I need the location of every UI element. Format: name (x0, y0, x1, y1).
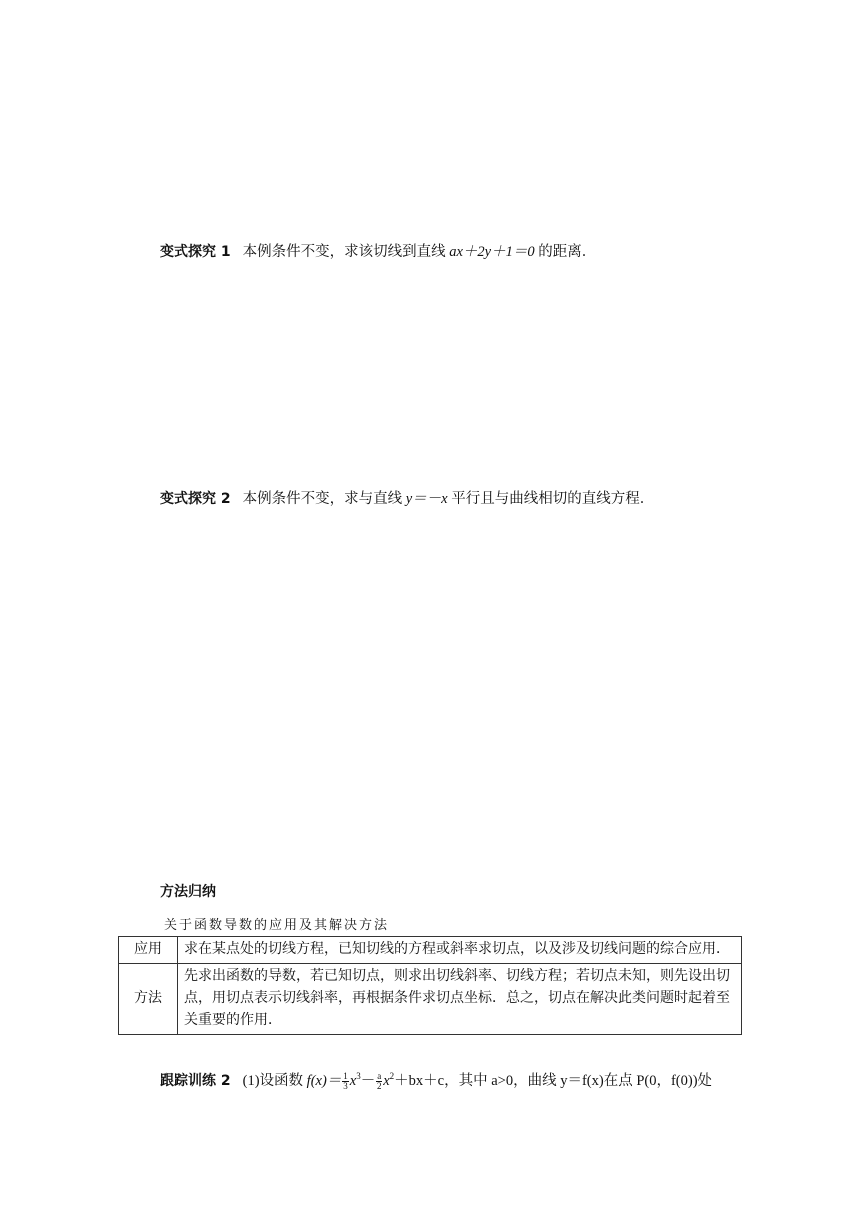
row-content-method: 先求出函数的导数，若已知切点，则求出切线斜率、切线方程；若切点未知，则先设出切点，用切点表示切线斜率，再根据条件求切点坐标．总之，切点在解决此类问题时起着至关重要的作用． (178, 964, 742, 1035)
table-row (119, 964, 742, 1035)
exponent-3: 3 (356, 1071, 361, 1081)
method-table (118, 936, 742, 1035)
variant-text-1b: 的距离． (534, 244, 597, 260)
row-head-method: 方法 (119, 964, 178, 1035)
variant-text-2a: 本例条件不变，求与直线 (242, 491, 406, 507)
fraction-a-half: $\frac{a}{2}$ (376, 1071, 382, 1091)
variant-question-1 (160, 242, 596, 262)
function-name: f(x)＝ (306, 1072, 342, 1089)
variable-x: x (349, 1072, 357, 1089)
variant-label-1: 变式探究 1 (160, 244, 231, 260)
line-equation: ax＋2y＋1＝0 (449, 244, 535, 260)
training-rest: ＋bx＋c，其中 a>0，曲线 y＝f(x)在点 P(0，f(0))处 (394, 1072, 713, 1089)
row-head-application: 应用 (119, 937, 178, 964)
training-label: 跟踪训练 2 (160, 1072, 231, 1089)
row-content-application: 求在某点处的切线方程，已知切线的方程或斜率求切点，以及涉及切线问题的综合应用． (178, 937, 742, 964)
variant-text-1a: 本例条件不变，求该切线到直线 (242, 244, 450, 260)
method-title: 方法归纳 (160, 884, 216, 900)
variant-question-2 (160, 489, 654, 509)
variable-x: x (383, 1072, 390, 1089)
training-question-2 (160, 1066, 712, 1091)
table-row (119, 937, 742, 964)
minus-sign: － (360, 1072, 376, 1089)
method-caption: 关于函数导数的应用及其解决方法 (164, 917, 390, 932)
exponent-2: 2 (389, 1071, 395, 1081)
line-expression: y＝－x (405, 491, 448, 507)
fraction-one-third: $\frac{1}{3}$ (343, 1071, 348, 1091)
training-prefix: (1)设函数 (242, 1072, 307, 1089)
variant-text-2b: 平行且与曲线相切的直线方程． (447, 491, 655, 507)
variant-label-2: 变式探究 2 (160, 491, 231, 507)
